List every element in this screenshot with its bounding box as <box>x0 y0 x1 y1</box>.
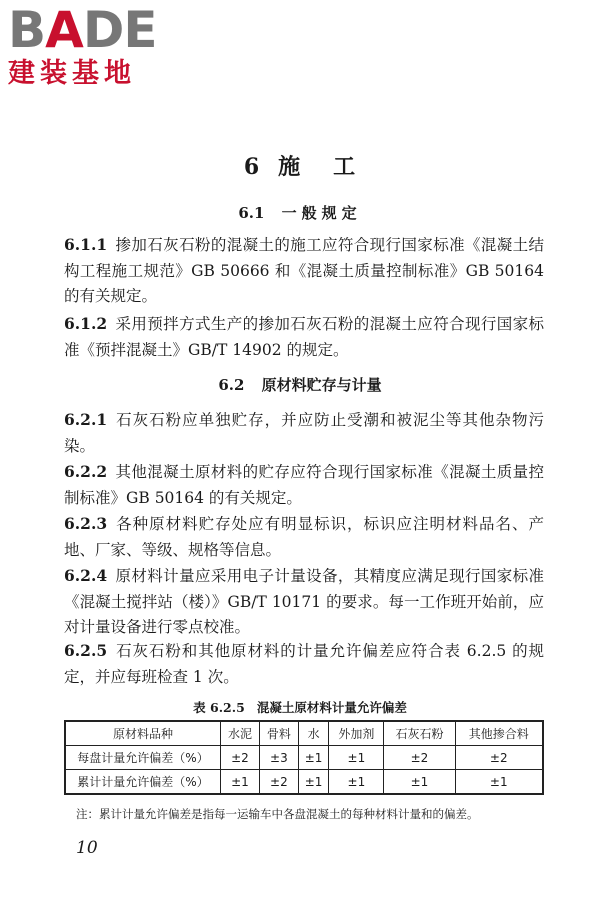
table-cell: ±2 <box>384 746 455 770</box>
chapter-number: 6 <box>243 154 261 180</box>
clause-text: 原材料计量应采用电子计量设备，其精度应满足现行国家标准《混凝土搅拌站（楼）》GB/T 10171 的要求。每一工作班开始前，应对计量设备进行零点校准。 <box>64 567 544 636</box>
section-number: 6.2 <box>218 376 245 394</box>
table-header-row <box>65 721 543 746</box>
table-header-cell: 水 <box>298 721 328 746</box>
table-header-cell: 石灰石粉 <box>384 721 455 746</box>
table-header-cell: 骨料 <box>259 721 298 746</box>
table-cell: 每盘计量允许偏差（%） <box>65 746 221 770</box>
clause-6-2-4 <box>64 563 544 641</box>
table-cell: ±3 <box>259 746 298 770</box>
table-row <box>65 770 543 795</box>
table-cell: ±1 <box>384 770 455 795</box>
table-title: 混凝土原材料计量允许偏差 <box>256 700 407 715</box>
page-number: 10 <box>76 838 98 858</box>
chapter-title-part2: 工 <box>333 154 357 180</box>
section-title: 一般规定 <box>281 204 362 222</box>
clause-6-1-1 <box>64 232 544 310</box>
clause-text: 掺加石灰石粉的混凝土的施工应符合现行国家标准《混凝土结构工程施工规范》GB 50666 和《混凝土质量控制标准》GB 50164 的有关规定。 <box>64 236 544 305</box>
table-cell: ±1 <box>298 746 328 770</box>
table-cell: 累计计量允许偏差（%） <box>65 770 221 795</box>
table-header-cell: 外加剂 <box>329 721 384 746</box>
section-title: 原材料贮存与计量 <box>261 376 382 394</box>
clause-6-1-2 <box>64 311 544 363</box>
section-number: 6.1 <box>238 204 265 222</box>
table-cell: ±2 <box>259 770 298 795</box>
clause-number: 6.2.5 <box>64 641 108 660</box>
clause-number: 6.2.2 <box>64 462 108 481</box>
tolerance-table <box>64 720 544 795</box>
clause-text: 其他混凝土原材料的贮存应符合现行国家标准《混凝土质量控制标准》GB 50164 的有关规定。 <box>64 463 544 507</box>
clause-number: 6.1.2 <box>64 314 108 333</box>
clause-text: 采用预拌方式生产的掺加石灰石粉的混凝土应符合现行国家标准《预拌混凝土》GB/T 14902 的规定。 <box>64 315 544 359</box>
table-number: 表 6.2.5 <box>193 700 245 715</box>
table-header-cell: 水泥 <box>221 721 260 746</box>
clause-6-2-1 <box>64 407 544 459</box>
table-cell: ±1 <box>329 770 384 795</box>
section-heading-6-1 <box>0 202 600 223</box>
table-cell: ±2 <box>221 746 260 770</box>
table-row <box>65 746 543 770</box>
clause-6-2-3 <box>64 511 544 563</box>
table-cell: ±1 <box>298 770 328 795</box>
clause-text: 各种原材料贮存处应有明显标识，标识应注明材料品名、产地、厂家、等级、规格等信息。 <box>64 515 544 559</box>
chapter-title-part1: 施 <box>278 154 302 180</box>
clause-6-2-5 <box>64 638 544 690</box>
table-header-cell: 其他掺合料 <box>455 721 543 746</box>
table-cell: ±1 <box>221 770 260 795</box>
table-cell: ±1 <box>329 746 384 770</box>
table-note: 注：累计计量允许偏差是指每一运输车中各盘混凝土的每种材料计量和的偏差。 <box>76 807 479 821</box>
logo-subtitle: 建装基地 <box>8 58 136 89</box>
brand-logo <box>8 1 178 90</box>
table-header-cell: 原材料品种 <box>65 721 221 746</box>
table-cell: ±2 <box>455 746 543 770</box>
table-cell: ±1 <box>455 770 543 795</box>
table-caption <box>0 698 600 716</box>
clause-number: 6.1.1 <box>64 235 108 254</box>
clause-text: 石灰石粉和其他原材料的计量允许偏差应符合表 6.2.5 的规定，并应每班检查 1 次。 <box>64 642 544 686</box>
clause-number: 6.2.3 <box>64 514 108 533</box>
clause-number: 6.2.4 <box>64 566 108 585</box>
logo-wordmark: BADE <box>8 1 157 59</box>
chapter-title <box>0 150 600 181</box>
clause-number: 6.2.1 <box>64 410 108 429</box>
section-heading-6-2 <box>0 374 600 395</box>
clause-6-2-2 <box>64 459 544 511</box>
clause-text: 石灰石粉应单独贮存，并应防止受潮和被泥尘等其他杂物污染。 <box>64 411 544 455</box>
